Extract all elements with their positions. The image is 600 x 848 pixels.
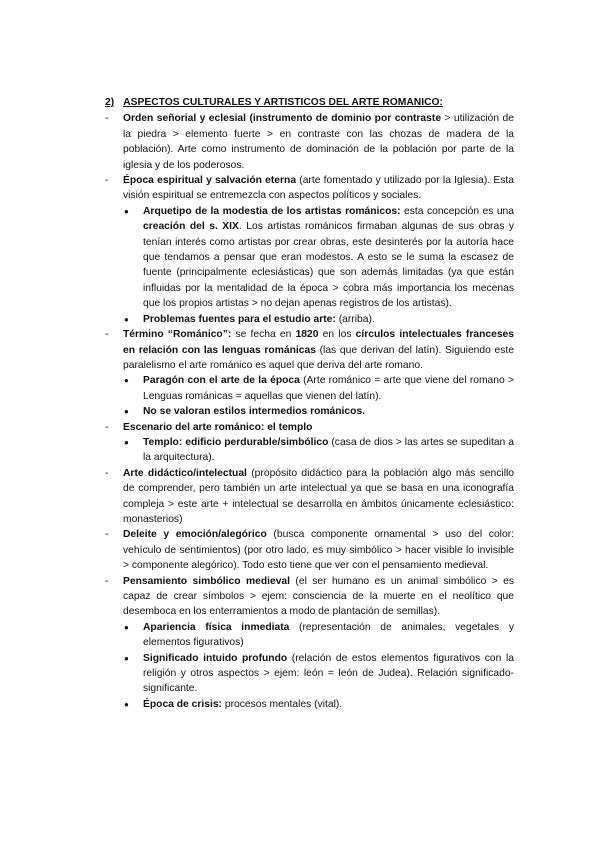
bullet-icon: ● xyxy=(124,314,129,324)
sub-list-item: ● Arquetipo de la modestia de los artistas románicos: esta concepción es una creación del s. XIX. Los artistas románicos firmaban algunas de sus obras y tenían interés como artistas por crear obras, este desinterés por la autoría hace que tendamos a pensar que eran modestos. A esto se le suma la escasez de fuente (principalmente eclesiásticas) que son además limitadas (ya que están influidas por la mentalidad de la época > cobra más importancia los mecenas que los propios artistas > no dejan apenas registros de los artistas). xyxy=(124,205,514,310)
sub-list-item: ● Época de crisis: procesos mentales (vital). xyxy=(105,697,514,712)
list-item: - Orden señorial y eclesial (instrumento de dominio por contraste > utilización de la piedra > elemento fuerte > en contraste con las chozas de madera de la población). Arte como instrumento de dominación de la población por parte de la iglesia y de los poderosos. xyxy=(105,113,514,171)
list-item: - Arte didáctico/intelectual (propósito didáctico para la población algo más sencillo de comprender, pero también un arte intelectual ya que se basa en una iconografía compleja > este arte + intelectual se desarrolla en ámbitos únicamente eclesiástico: monasterios) xyxy=(105,467,514,525)
list-item: - Pensamiento simbólico medieval (el ser humano es un animal simbólico > es capaz de crear símbolos > ejem: consciencia de la muerte en el neolítico que desemboca en los enterramientos a modo de plantación de semillas). xyxy=(105,575,514,618)
sub-list-item: ● Significado intuido profundo (relación de estos elementos figurativos con la religión y otros aspectos > ejem: león = león de Judea). Relación significado-significante. xyxy=(124,652,514,695)
list-item: - Deleite y emoción/alegórico (busca componente ornamental > uso del color: vehículo de sentimientos) (por otro lado, es muy simbólico > hacer visible lo invisible > componente alegórico). Todo esto tiene que ver con el pensamiento medieval. xyxy=(105,529,514,572)
bullet-icon: ● xyxy=(124,699,129,709)
bullet-icon: ● xyxy=(124,206,129,216)
bullet-icon: ● xyxy=(124,376,129,386)
sub-list-item: ● Problemas fuentes para el estudio arte: (arriba). xyxy=(105,312,514,327)
sub-list-item: ● Templo: edificio perdurable/simbólico (casa de dios > las artes se supeditan a la arquitectura). xyxy=(124,436,514,464)
bullet-icon: ● xyxy=(124,407,129,417)
sub-list-item: ● Apariencia física inmediata (representación de animales, vegetales y elementos figurativos) xyxy=(124,621,514,649)
list-item: - Escenario del arte románico: el templo xyxy=(105,421,313,433)
section-heading: 2) ASPECTOS CULTURALES Y ARTISTICOS DEL ARTE ROMANICO: xyxy=(105,97,443,108)
bullet-icon: ● xyxy=(124,437,129,447)
list-item: - Época espiritual y salvación eterna (arte fomentado y utilizado por la Iglesia). Esta visión espiritual se entremezcla con aspectos políticos y sociales. xyxy=(105,175,514,202)
list-item: - Término “Románico”: se fecha en 1820 en los círculos intelectuales franceses en relación con las lenguas románicas (las que derivan del latín). Siguiendo este paralelismo el arte románico es aquel que deriva del arte romano. xyxy=(105,329,514,371)
sub-list-item: ● Paragón con el arte de la época (Arte románico = arte que viene del romano > Lenguas románicas = aquellas que vienen del latín). xyxy=(124,375,514,402)
sub-list-item: ● No se valoran estilos intermedios románicos. xyxy=(105,404,514,419)
bullet-icon: ● xyxy=(124,622,129,632)
bullet-icon: ● xyxy=(124,653,129,663)
